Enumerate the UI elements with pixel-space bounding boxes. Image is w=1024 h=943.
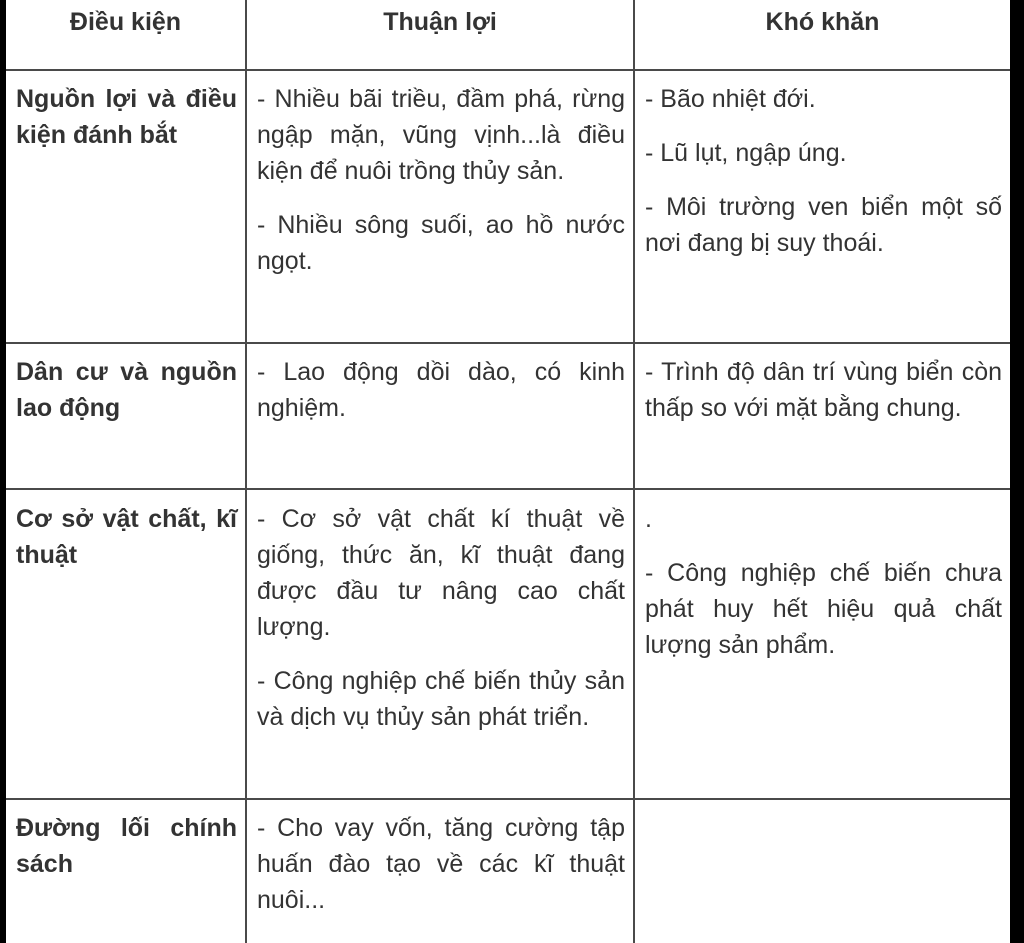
table-row-3-advantages: [247, 501, 633, 735]
condition-label: Cơ sở vật chất, kĩ thuật: [16, 505, 237, 569]
row-divider: [6, 342, 1010, 344]
condition-label: Dân cư và nguồn lao động: [16, 358, 237, 422]
advantage-item: - Cho vay vốn, tăng cường tập huấn đào tạo về các kĩ thuật nuôi...: [257, 814, 625, 914]
table-row-2-condition: [6, 354, 245, 426]
table-row-3-difficulties: [635, 501, 1010, 663]
table-row-1-advantages: [247, 81, 633, 279]
header-advantages: Thuận lợi: [383, 8, 497, 36]
row-divider: [6, 798, 1010, 800]
advantage-item: - Cơ sở vật chất kí thuật về giống, thức ăn, kĩ thuật đang được đầu tư nâng cao chất lượng.: [257, 505, 625, 641]
conditions-table: [6, 0, 1010, 943]
difficulty-item: - Lũ lụt, ngập úng.: [645, 139, 847, 167]
table-row-1-condition: [6, 81, 245, 153]
row-divider: [6, 69, 1010, 71]
table-row-1-difficulties: [635, 81, 1010, 261]
difficulty-item: - Bão nhiệt đới.: [645, 85, 816, 113]
advantage-item: - Nhiều sông suối, ao hồ nước ngọt.: [257, 211, 625, 275]
difficulty-item: - Trình độ dân trí vùng biển còn thấp so với mặt bằng chung.: [645, 358, 1002, 422]
row-divider: [6, 488, 1010, 490]
advantage-item: - Nhiều bãi triều, đầm phá, rừng ngập mặn, vũng vịnh...là điều kiện để nuôi trồng thủy sản.: [257, 85, 625, 185]
header-condition: Điều kiện: [69, 8, 182, 36]
table-row-3-condition: [6, 501, 245, 573]
advantage-item: - Công nghiệp chế biến thủy sản và dịch vụ thủy sản phát triển.: [257, 667, 625, 731]
table-row-2-difficulties: [635, 354, 1010, 426]
table-row-2-advantages: [247, 354, 633, 426]
condition-label: Nguồn lợi và điều kiện đánh bắt: [16, 85, 237, 149]
header-difficulties: Khó khăn: [765, 8, 880, 36]
advantage-item: - Lao động dồi dào, có kinh nghiệm.: [257, 358, 625, 422]
table-row-4-advantages: [247, 810, 633, 918]
difficulty-item: - Công nghiệp chế biến chưa phát huy hết hiệu quả chất lượng sản phẩm.: [645, 559, 1002, 659]
condition-label: Đường lối chính sách: [16, 814, 237, 878]
difficulty-item: - Môi trường ven biển một số nơi đang bị suy thoái.: [645, 193, 1002, 257]
difficulty-item: .: [645, 505, 652, 533]
table-row-4-condition: [6, 810, 245, 882]
